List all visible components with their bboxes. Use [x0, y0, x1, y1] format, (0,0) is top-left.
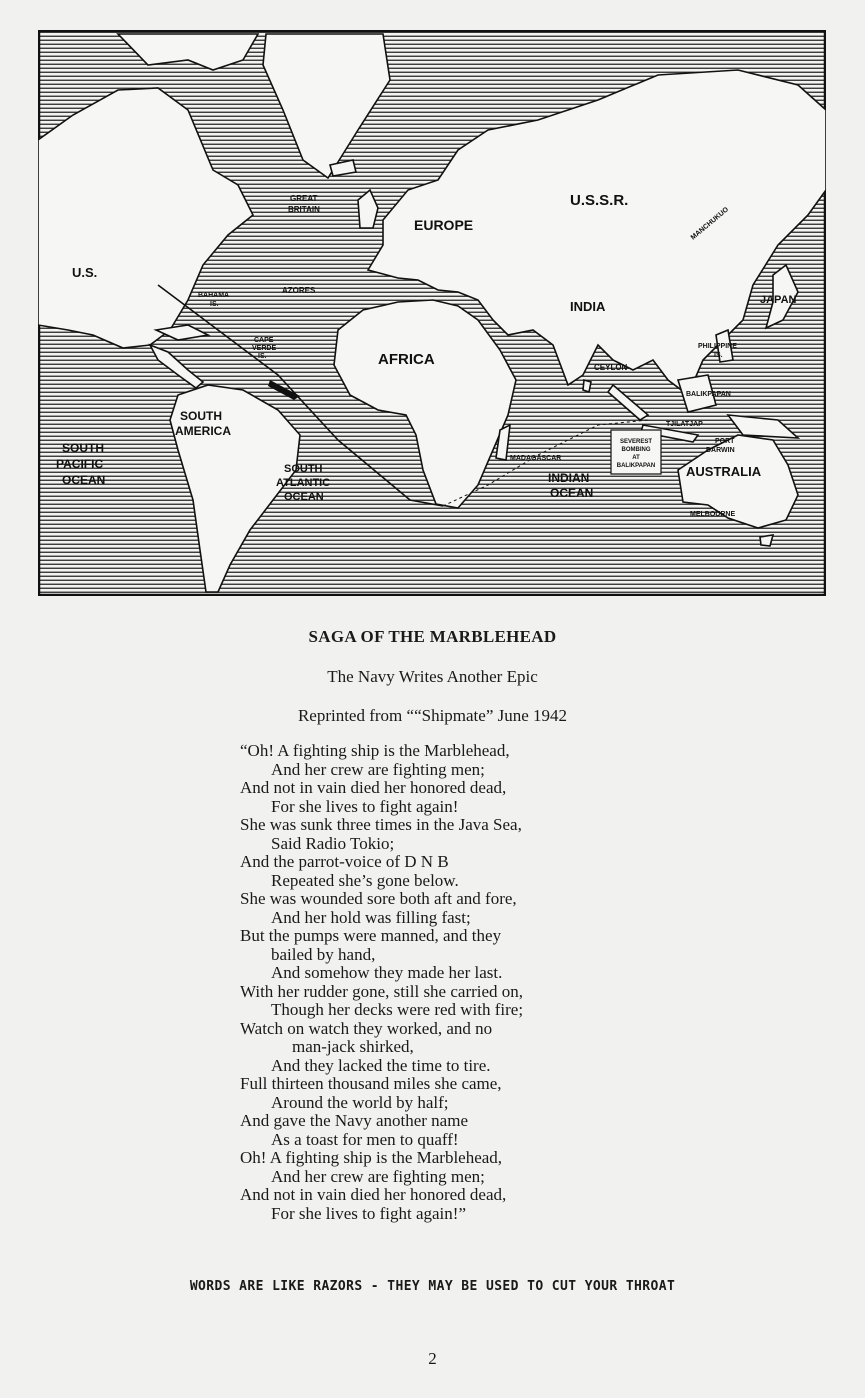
poem-line: With her rudder gone, still she carried on, [240, 981, 524, 1001]
label-bahama: BAHAMA [198, 292, 230, 299]
label-south-atlantic-3: OCEAN [284, 491, 324, 503]
label-south-atlantic-2: ATLANTIC [276, 477, 331, 489]
label-bombing-2: BOMBING [621, 447, 651, 453]
label-indian-ocean-2: OCEAN [550, 486, 594, 500]
label-indian-ocean: INDIAN [548, 471, 590, 485]
label-ussr: U.S.S.R. [570, 192, 629, 209]
poem-line: Said Radio Tokio; [271, 833, 395, 853]
poem-line: And not in vain died her honored dead, [240, 778, 507, 797]
page-number: 2 [428, 1349, 437, 1368]
label-melbourne: MELBOURNE [690, 511, 736, 518]
poem-line: And the parrot-voice of D N B [240, 852, 449, 871]
label-europe: EUROPE [414, 217, 474, 233]
poem-line: Though her decks were red with fire; [271, 1000, 524, 1019]
poem [240, 742, 523, 1223]
label-ceylon: CEYLON [594, 363, 628, 372]
poem-line: As a toast for men to quaff! [271, 1129, 459, 1149]
poem-line: She was wounded sore both aft and fore, [240, 889, 517, 908]
label-bombing-4: BALIKPAPAN [616, 463, 656, 469]
poem-line: “Oh! A fighting ship is the Marblehead, [240, 741, 510, 760]
page-title: SAGA OF THE MARBLEHEAD [308, 627, 557, 646]
label-south-pacific: SOUTH [62, 441, 104, 455]
label-bahama-is: IS. [210, 301, 219, 308]
label-port-darwin-2: DARWIN [706, 447, 735, 454]
poem-line: Full thirteen thousand miles she came, [240, 1074, 502, 1093]
poem-line: And her crew are fighting men; [271, 759, 485, 779]
poem-line: And gave the Navy another name [240, 1111, 468, 1130]
poem-line: Repeated she’s gone below. [271, 870, 459, 890]
label-cape-verde-2: VERDE [252, 345, 277, 352]
label-great-britain-2: BRITAIN [288, 205, 320, 214]
poem-line: For she lives to fight again!” [271, 1203, 466, 1223]
poem-line: But the pumps were manned, and they [240, 926, 502, 945]
label-bombing-1: SEVEREST [619, 439, 653, 445]
label-philippine: PHILIPPINE [698, 343, 737, 350]
label-south-america: SOUTH [180, 409, 222, 423]
poem-line: Oh! A fighting ship is the Marblehead, [240, 1148, 503, 1167]
label-india: INDIA [570, 299, 606, 314]
poem-line: And her crew are fighting men; [271, 1166, 485, 1186]
label-south-america-2: AMERICA [175, 424, 231, 438]
motto: WORDS ARE LIKE RAZORS - THEY MAY BE USED TO CUT YOUR THROAT [189, 1279, 676, 1294]
label-bombing-3: AT [632, 455, 640, 461]
label-africa: AFRICA [378, 351, 435, 368]
label-australia: AUSTRALIA [686, 464, 762, 479]
poem-line: man-jack shirked, [292, 1037, 414, 1056]
label-balikpapan: BALIKPAPAN [686, 391, 731, 398]
poem-line: And her hold was filling fast; [271, 907, 471, 927]
poem-line: And somehow they made her last. [271, 963, 503, 982]
label-cape-verde-is: IS. [258, 353, 267, 360]
poem-line: Watch on watch they worked, and no [240, 1018, 493, 1038]
label-japan: JAPAN [760, 294, 797, 306]
label-south-atlantic: SOUTH [284, 463, 323, 475]
poem-line: For she lives to fight again! [271, 796, 459, 816]
label-south-pacific-3: OCEAN [62, 473, 106, 487]
label-philippine-is: IS. [714, 352, 723, 359]
label-azores: AZORES [282, 286, 316, 295]
label-port-darwin: PORT [715, 438, 735, 445]
label-us: U.S. [72, 265, 98, 280]
poem-line: And not in vain died her honored dead, [240, 1185, 507, 1204]
label-madagascar: MADAGASCAR [510, 455, 562, 462]
label-cape-verde: CAPE [254, 337, 274, 344]
label-south-pacific-2: PACIFIC [56, 457, 104, 471]
subtitle: The Navy Writes Another Epic [327, 667, 538, 686]
poem-line: She was sunk three times in the Java Sea, [240, 815, 522, 834]
poem-line: And they lacked the time to tire. [271, 1055, 491, 1075]
world-map [38, 30, 826, 596]
label-tjilatjap: TJILATJAP [666, 421, 703, 428]
reprint-note: Reprinted from ““Shipmate” June 1942 [297, 706, 568, 725]
poem-line: Around the world by half; [271, 1092, 449, 1112]
label-great-britain: GREAT [290, 194, 318, 203]
poem-line: bailed by hand, [271, 944, 376, 964]
label-manchukuo: MANCHUKUO [689, 206, 731, 242]
